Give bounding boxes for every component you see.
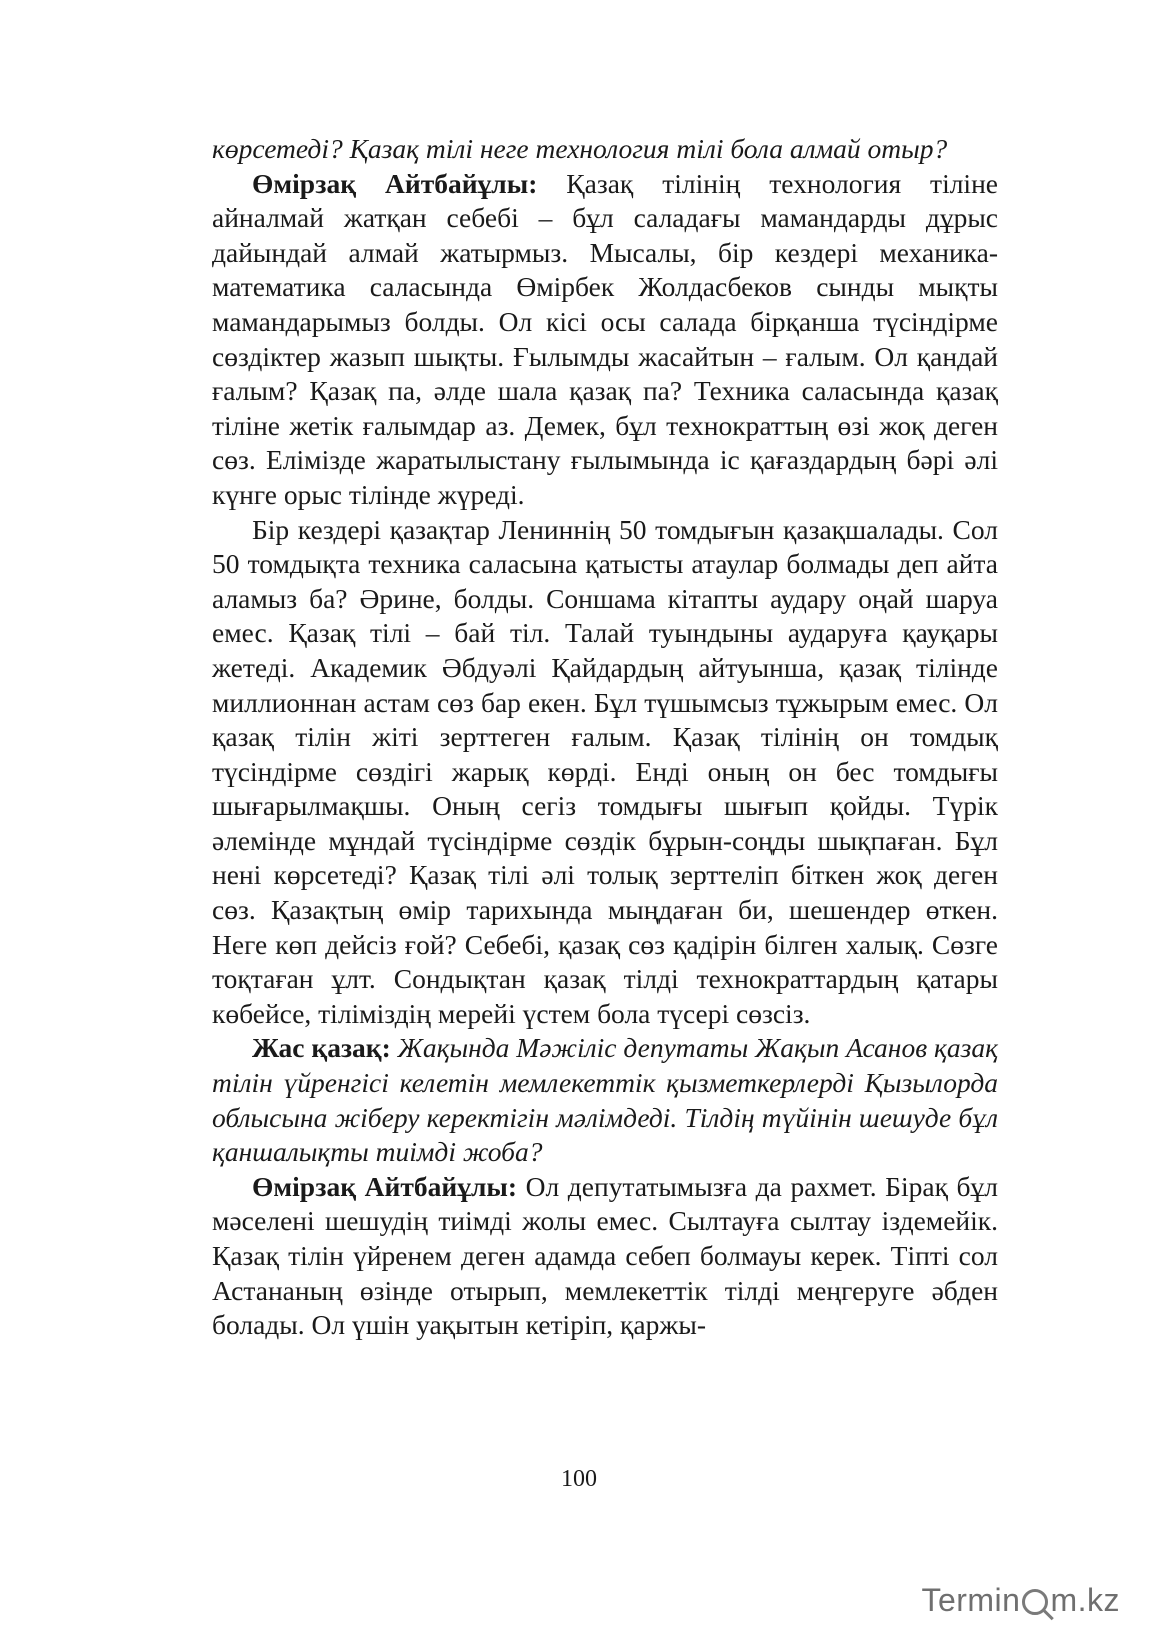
answer-paragraph-2: Бір кездері қазақтар Лениннің 50 томдығын қазақшалады. Сол 50 томдықта техника саласына қатысты атаулар болмады деп айта аламыз ба? Әрине, болды. Соншама кітапты аудару оңай шаруа емес. Қазақ тілі – бай тіл. Талай туындыны аударуға қауқары жетеді. Академик Әбдуәлі Қайдардың айтуынша, қазақ тілінде миллионнан астам сөз бар екен. Бұл түшымсыз тұжырым емес. Ол қазақ тілін жіті зерттеген ғалым. Қазақ тілінің он томдық түсіндірме сөздігі жарық көрді. Енді оның он бес томдығы шығарылмақшы. Оның сегіз томдығы шығып қойды. Түрік әлемінде мұндай түсіндірме сөздік бұрын-соңды шықпаған. Бұл нені көрсетеді? Қазақ тілі әлі толық зерттеліп біткен жоқ деген сөз. Қазақтың өмір тарихында мыңдаған би, шешендер өткен. Неге көп дейсіз ғой? Себебі, қазақ сөз қадірін білген халық. Сөзге тоқтаған ұлт. Сондықтан қазақ тілді технократтардың қатары көбейсе, тіліміздің мерейі үстем бола түсері сөзсіз. <box>212 513 998 1029</box>
question-continuation: көрсетеді? Қазақ тілі неге технология тілі бола алмай отыр? <box>212 133 948 164</box>
speaker-label: Өмірзақ Айтбайұлы: <box>252 1170 518 1202</box>
answer-text: Ол депутатымызға да рахмет. Бірақ бұл мәселені шешудің тиімді жолы емес. Сылтауға сылтау іздемейік. Қазақ тілін үйренем деген адамда себеп болмауы керек. Тіпті сол Астананың өзінде отырып, мемлекеттік тілді меңгеруге әбден болады. Ол үшін уақытын кетіріп, қаржы- <box>212 1170 998 1341</box>
page-number: 100 <box>561 1466 597 1492</box>
speaker-label: Жас қазақ: <box>252 1032 391 1064</box>
answer-text: Қазақ тілінің технология тіліне айналмай жатқан себебі – бұл саладағы мамандарды дұрыс дайындай алмай жатырмыз. Мысалы, бір кездері механика-математика саласында Өмірбек Жолдасбеков сынды мықты мамандарымыз болды. Ол кісі осы салада бірқанша түсіндірме сөздіктер жазып шықты. Ғылымды жасайтын – ғалым. Ол қандай ғалым? Қазақ па, әлде шала қазақ па? Техника саласында қазақ тіліне жетік ғалымдар аз. Демек, бұл технократтың өзі жоқ деген сөз. Елімізде жаратылыстану ғылымында іс қағаздардың бәрі әлі күнге орыс тілінде жүреді. <box>212 167 998 510</box>
page-text <box>212 132 998 1343</box>
question-text: Жақында Мәжіліс депутаты Жақып Асанов қазақ тілін үйренгісі келетін мемлекеттік қызметкерлерді Қызылорда облысына жіберу керектігін мәлімдеді. Тілдің түйінін шешуде бұл қаншалықты тиімді жоба? <box>212 1032 998 1168</box>
answer-paragraph-3 <box>212 1170 998 1343</box>
magnifier-icon <box>1022 1589 1048 1615</box>
watermark-logo <box>921 1575 1120 1619</box>
watermark-prefix: Termin <box>921 1582 1021 1618</box>
answer-paragraph-1 <box>212 167 998 513</box>
speaker-label: Өмірзақ Айтбайұлы: <box>252 167 538 199</box>
watermark-suffix: m.kz <box>1050 1582 1120 1618</box>
question-paragraph <box>212 1031 998 1169</box>
